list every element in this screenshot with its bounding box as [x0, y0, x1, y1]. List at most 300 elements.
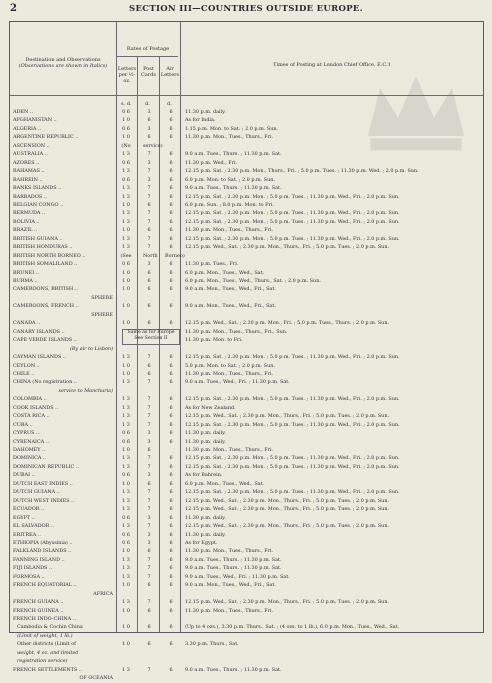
table-row: [10, 395, 485, 404]
cell-a: 6: [169, 480, 173, 487]
cell-p: 6: [147, 607, 151, 614]
cell-t: 9.0 a.m. Tues., Thurs. ; 11.30 p.m. Sat.: [185, 666, 282, 673]
cell-a: 6: [169, 303, 173, 310]
cell-l: 1 3: [122, 404, 130, 411]
cell-p: 7: [147, 168, 151, 175]
cell-a: 6: [169, 489, 173, 496]
cell-a: 6: [169, 159, 173, 166]
cell-a: 6: [169, 396, 173, 403]
cell-a: 6: [169, 176, 173, 183]
cell-t: 12.15 p.m. Sat. ; 2.30 p.m. Mon. ; 5.0 p.m. Tues. ; 11.30 p.m. Wed., Fri. ; 2.0 p.m. Sun.: [185, 218, 400, 225]
cell-l: 1 0: [122, 624, 130, 631]
cell-l: 0 6: [122, 531, 130, 538]
cell-t: 9.0 a.m. Mon., Tues., Wed., Fri., Sat.: [185, 582, 276, 589]
cell-name: BRITISH GUIANA ..: [13, 235, 63, 242]
cell-a: 6: [169, 244, 173, 251]
cell-l: 1 0: [122, 582, 130, 589]
cell-a: 6: [169, 463, 173, 470]
cell-name: FORMOSA ..: [13, 573, 45, 580]
cell-t: 11.30 p.m. Mon., Tues., Thurs., Fri.: [185, 447, 274, 453]
cell-name: BARBADOS ..: [13, 193, 47, 200]
table-row: [10, 581, 485, 590]
cell-l: 1 0: [122, 641, 130, 648]
table-row: [10, 142, 485, 151]
table-row: [10, 429, 485, 438]
cell-l: 0 6: [122, 261, 130, 268]
cell-t: 12.15 p.m. Sat. ; 2.30 p.m. Mon. ; 5.0 p.m. Tues. ; 11.30 p.m. Wed., Fri. ; 2.0 p.m. Sun.: [185, 463, 400, 470]
table-row: [10, 598, 485, 607]
table-row: [10, 488, 485, 497]
table-row: [10, 108, 485, 117]
cell-p: 3: [147, 125, 151, 132]
cell-t: 11.30 p.m. daily.: [185, 514, 226, 521]
cell-name: CAMEROONS, BRITISH ..: [13, 286, 78, 293]
cell-a: 6: [169, 379, 173, 386]
cell-name: OF OCEANIA: [79, 675, 113, 682]
cell-p: 3: [147, 531, 151, 538]
cell-l: 1 0: [122, 303, 130, 310]
cell-t: 12.15 p.m. Wed., Sat. ; 2.30 p.m. Mon., Thurs., Fri. ; 5.0 p.m. Tues. ; 2.0 p.m. Sun.: [185, 599, 390, 606]
table-row: [10, 522, 485, 531]
cell-p: 3: [147, 430, 151, 437]
cell-t: 12.15 p.m. Sat. ; 2.30 p.m. Mon., Thurs., Fri. ; 5.0 p.m. Tues. ; 11.30 p.m. Wed. ; 2.0 p.m. Sun.: [185, 168, 419, 175]
cell-l: 1 0: [122, 134, 130, 141]
cell-name: AFGHANISTAN ..: [13, 117, 57, 124]
cell-t: 12.15 p.m. Wed., Sat. ; 2.30 p.m. Mon., Thurs., Fri. ; 5.0 p.m. Tues. ; 2.0 p.m. Sun.: [185, 244, 390, 251]
cell-name: BANKS ISLANDS ..: [13, 185, 62, 192]
cell-name: AFRICA: [93, 590, 113, 597]
header-times: Times of Posting at London Chief Office, E.C.1: [273, 62, 391, 68]
table-row: [10, 125, 485, 134]
cell-name: FRENCH GUIANA ..: [13, 599, 64, 606]
cell-p: 7: [147, 506, 151, 513]
cell-name: BRAZIL ..: [13, 227, 38, 234]
cell-name: BURMA ..: [13, 278, 38, 284]
cell-a: 6: [169, 193, 173, 200]
cell-l: 1 3: [122, 193, 130, 200]
cell-l: 0 6: [122, 430, 130, 437]
cell-a: 6: [169, 556, 173, 563]
cell-t: 5.0 p.m. Mon. to Sat. ; 2.0 p.m. Sun.: [185, 362, 275, 369]
table-row: [10, 294, 485, 303]
cell-name: BAHREIN ..: [13, 176, 43, 183]
cell-l: 1 3: [122, 151, 130, 158]
cell-l: 1 3: [122, 354, 130, 361]
cell-a: 6: [169, 506, 173, 513]
cell-name: DOMINICAN REPUBLIC ..: [13, 463, 79, 470]
cell-name: ADEN ..: [13, 109, 33, 115]
cell-name: DAHOMEY ..: [13, 447, 46, 453]
cell-p: 7: [147, 218, 151, 225]
cell-l: (See: [120, 252, 132, 259]
cell-name: DUTCH EAST INDIES ..: [13, 480, 73, 487]
cell-p: 6: [147, 320, 151, 327]
cell-t: 6.0 p.m. Mon. to Sat. ; 2.0 p.m. Sun.: [185, 176, 275, 183]
cell-name: SPHERE: [91, 311, 113, 318]
cell-t: 9.0 a.m. Mon., Tues., Wed., Fri., Sat.: [185, 303, 276, 310]
cell-t: 11.30 p.m. Mon. to Fri.: [185, 337, 243, 344]
cell-t: 11.30 p.m. Mon., Tues., Thurs., Fri., Sun.: [185, 328, 288, 335]
cell-a: 6: [169, 269, 173, 276]
table-row: [10, 116, 485, 125]
cell-name: BRUNEI ..: [13, 269, 39, 276]
cell-name: CUBA ..: [13, 421, 33, 428]
table-row: [10, 176, 485, 185]
cell-t: 3.30 p.m. Thurs., Sat.: [185, 641, 239, 648]
cell-name: CHILE ..: [13, 370, 35, 377]
cell-t: 1.15 p.m. Mon. to Sat. ; 2.0 p.m. Sun.: [185, 125, 279, 132]
table-row: [10, 243, 485, 252]
cell-l: 1 3: [122, 218, 130, 225]
cell-t: 9.0 a.m. Tues., Wed., Fri. ; 11.30 p.m. Sat.: [185, 573, 290, 580]
cell-t: 12.15 p.m. Sat. ; 2.30 p.m. Mon. ; 5.0 p.m. Tues. ; 11.30 p.m. Wed., Fri. ; 2.0 p.m. Sun.: [185, 235, 400, 242]
cell-a: Borneo): [165, 252, 185, 259]
cell-l: 1 3: [122, 489, 130, 496]
cell-a: 6: [169, 582, 173, 589]
cell-p: 6: [147, 134, 151, 141]
cell-name: BRITISH SOMALILAND ..: [13, 261, 78, 268]
cell-p: 7: [147, 497, 151, 504]
cell-t: 9.0 a.m. Tues., Thurs. ; 11.30 p.m. Sat.: [185, 556, 282, 563]
cell-t: 12.15 p.m. Sat. ; 2.30 p.m. Mon. ; 5.0 p.m. Tues. ; 11.30 p.m. Wed., Fri. ; 2.0 p.m. Sun.: [185, 210, 400, 217]
header-post-cards: Post Cards: [141, 66, 156, 78]
same-as-europe-line: See Section II: [134, 336, 168, 342]
cell-t: (Up to 4 ozs.), 3.30 p.m. Thurs., Sat. ; (4 ozs. to 1 lb.), 6.0 p.m. Mon., Tues., Wed., Sat.: [185, 624, 400, 631]
table-row: [10, 218, 485, 227]
cell-t: 12.15 p.m. Sat. ; 2.30 p.m. Mon. ; 5.0 p.m. Tues. ; 11.30 p.m. Wed., Fri. ; 2.0 p.m. Sun.: [185, 489, 400, 496]
section-title: SECTION III—COUNTRIES OUTSIDE EUROPE.: [129, 4, 363, 14]
table-row: [10, 539, 485, 548]
cell-p: 6: [147, 201, 151, 208]
cell-name: weight, 4 oz. and limited: [17, 649, 79, 656]
cell-l: 1 3: [122, 413, 130, 420]
cell-l: 1 0: [122, 201, 130, 208]
table-row: [10, 640, 485, 649]
cell-name: ARGENTINE REPUBLIC ..: [13, 134, 79, 141]
cell-t: As for New Zealand.: [185, 404, 236, 411]
cell-t: 12.15 p.m. Wed., Sat. ; 2.30 p.m. Mon., Fri. ; 5.0 p.m. Tues., Thurs. ; 2.0 p.m. Sun.: [185, 320, 390, 327]
cell-l: 1 0: [122, 278, 130, 284]
cell-name: DOMINICA ..: [13, 455, 47, 462]
cell-name: CAYMAN ISLANDS ..: [13, 354, 66, 361]
cell-l: 1 3: [122, 599, 130, 606]
table-row: [10, 446, 485, 455]
cell-l: 1 0: [122, 227, 130, 234]
cell-p: 6: [147, 303, 151, 310]
cell-a: 6: [169, 286, 173, 293]
table-row: [10, 615, 485, 624]
cell-a: 6: [169, 404, 173, 411]
cell-l: 1 3: [122, 565, 130, 572]
cell-a: 6: [169, 134, 173, 141]
cell-p: 6: [147, 227, 151, 234]
cell-t: 12.15 p.m. Sat. ; 2.30 p.m. Mon. ; 5.0 p.m. Tues. ; 11.30 p.m. Wed., Fri. ; 2.0 p.m. Sun.: [185, 193, 400, 200]
table-row: [10, 547, 485, 556]
unit-air-letters: d.: [167, 101, 172, 107]
table-row: [10, 421, 485, 430]
cell-l: 1 0: [122, 117, 130, 124]
table-row: [10, 623, 485, 632]
cell-name: DUBAI ..: [13, 472, 35, 479]
cell-name: (Limit of weight, 1 lb.): [17, 632, 73, 639]
cell-l: 1 0: [122, 447, 130, 453]
cell-p: 7: [147, 599, 151, 606]
cell-name: AZORES ..: [13, 159, 40, 166]
cell-p: 7: [147, 396, 151, 403]
cell-l: 0 6: [122, 125, 130, 132]
cell-t: 12.15 p.m. Sat. ; 2.30 p.m. Mon. ; 5.0 p.m. Tues. ; 11.30 p.m. Wed., Fri. ; 2.0 p.m. Sun.: [185, 455, 400, 462]
cell-a: 6: [169, 168, 173, 175]
cell-t: 12.15 p.m. Sat. ; 2.30 p.m. Mon. ; 5.0 p.m. Tues. ; 11.30 p.m. Wed., Fri. ; 2.0 p.m. Sun.: [185, 396, 400, 403]
cell-l: 1 3: [122, 185, 130, 192]
cell-a: 6: [169, 455, 173, 462]
cell-a: 6: [169, 362, 173, 369]
cell-name: EGYPT ..: [13, 514, 35, 521]
cell-p: 6: [147, 548, 151, 555]
cell-a: 6: [169, 624, 173, 631]
table-row: [10, 133, 485, 142]
cell-name: CHINA (No registration ..: [13, 379, 77, 386]
cell-a: 6: [169, 354, 173, 361]
cell-l: 0 6: [122, 159, 130, 166]
table-row: [10, 184, 485, 193]
cell-a: 6: [169, 421, 173, 428]
table-row: [10, 362, 485, 371]
table-row: [10, 632, 485, 641]
cell-a: 6: [169, 472, 173, 479]
same-as-europe-line: Same as for Europe: [127, 329, 175, 335]
cell-t: 11.30 p.m. Tues., Fri.: [185, 261, 239, 268]
cell-a: 6: [169, 514, 173, 521]
cell-p: 7: [147, 421, 151, 428]
cell-name: CYRENAICA ..: [13, 438, 49, 445]
cell-p: 7: [147, 413, 151, 420]
cell-a: 6: [169, 201, 173, 208]
table-row: [10, 260, 485, 269]
cell-l: 1 3: [122, 556, 130, 563]
header-destination-note: (Observations are shown in Italics): [18, 63, 108, 69]
table-row: [10, 657, 485, 666]
cell-t: 12.15 p.m. Wed., Sat. ; 2.30 p.m. Mon., Thurs., Fri. ; 5.0 p.m. Tues. ; 2.0 p.m. Sun.: [185, 497, 390, 504]
cell-p: 7: [147, 235, 151, 242]
cell-p: 6: [147, 624, 151, 631]
cell-l: 1 0: [122, 362, 130, 369]
header-destination-label: Destination and Observations: [25, 57, 101, 63]
cell-a: 6: [169, 261, 173, 268]
cell-p: 6: [147, 641, 151, 648]
cell-l: 1 3: [122, 497, 130, 504]
unit-post-cards: d.: [145, 101, 150, 107]
table-row: [10, 607, 485, 616]
cell-p: 3: [147, 438, 151, 445]
cell-p: 7: [147, 565, 151, 572]
table-row: [10, 201, 485, 210]
cell-l: 1 3: [122, 396, 130, 403]
table-row: [10, 193, 485, 202]
table-row: [10, 573, 485, 582]
table-row: [10, 311, 485, 320]
table-row: [10, 471, 485, 480]
cell-t: 6.0 p.m. Mon., Tues., Wed., Sat.: [185, 269, 265, 276]
cell-a: 6: [169, 641, 173, 648]
cell-l: 1 3: [122, 235, 130, 242]
cell-l: 1 3: [122, 455, 130, 462]
cell-p: 6: [147, 286, 151, 293]
cell-name: BAHAMAS ..: [13, 168, 45, 175]
cell-l: 1 3: [122, 210, 130, 217]
table-row: [10, 412, 485, 421]
cell-name: CAPE VERDE ISLANDS ..: [13, 337, 77, 344]
cell-a: 6: [169, 438, 173, 445]
cell-t: 6.0 p.m. Sun. ; 8.0 p.m. Mon. to Fri.: [185, 201, 275, 208]
cell-name: CANADA ..: [13, 320, 41, 327]
cell-name: (By air to Lisbon): [69, 345, 113, 352]
cell-a: 6: [169, 531, 173, 538]
cell-p: 7: [147, 573, 151, 580]
cell-a: 6: [169, 370, 173, 377]
cell-t: 11.30 p.m. daily.: [185, 531, 226, 538]
cell-l: 1 0: [122, 548, 130, 555]
cell-t: 11.30 p.m. Mon., Tues., Thurs., Fri.: [185, 607, 274, 614]
cell-p: 3: [147, 261, 151, 268]
table-row: [10, 252, 485, 261]
cell-l: 1 0: [122, 607, 130, 614]
header-air-letters: Air Letters: [160, 66, 180, 78]
cell-p: 7: [147, 463, 151, 470]
cell-t: 11.30 p.m. daily.: [185, 438, 226, 445]
cell-l: 1 3: [122, 244, 130, 251]
cell-name: COSTA RICA ..: [13, 413, 50, 420]
cell-t: As for Bahrein.: [185, 472, 223, 479]
table-row: [10, 404, 485, 413]
table-row: [10, 463, 485, 472]
cell-l: 0 6: [122, 514, 130, 521]
table-row: [10, 531, 485, 540]
table-row: [10, 150, 485, 159]
cell-p: 3: [147, 472, 151, 479]
cell-name: ERITREA ..: [13, 531, 41, 538]
cell-name: ECUADOR ..: [13, 506, 45, 513]
table-row: [10, 590, 485, 599]
cell-p: service): [143, 142, 163, 149]
cell-l: 0 6: [122, 109, 130, 115]
same-as-europe-note: [122, 329, 180, 345]
cell-p: 6: [147, 117, 151, 124]
table-row: [10, 336, 485, 345]
cell-name: BELGIAN CONGO ..: [13, 201, 64, 208]
cell-t: 9.0 a.m. Tues., Thurs. ; 11.30 p.m. Sat.: [185, 565, 282, 572]
cell-a: 6: [169, 497, 173, 504]
cell-name: AUSTRALIA ..: [13, 151, 48, 158]
cell-a: 6: [169, 607, 173, 614]
cell-p: 3: [147, 109, 151, 115]
table-row: [10, 319, 485, 328]
table-row: [10, 497, 485, 506]
cell-l: (No: [121, 142, 131, 149]
cell-p: 6: [147, 362, 151, 369]
cell-l: 1 3: [122, 421, 130, 428]
cell-a: 6: [169, 151, 173, 158]
cell-a: 6: [169, 117, 173, 124]
cell-p: 3: [147, 514, 151, 521]
cell-a: 6: [169, 227, 173, 234]
cell-p: North: [143, 252, 158, 259]
cell-t: 11.30 p.m. Mon., Tues., Thurs., Fri.: [185, 548, 274, 555]
header-destination: [12, 57, 114, 69]
cell-name: SPHERE: [91, 294, 113, 301]
cell-name: BRITISH HONDURAS ..: [13, 244, 73, 251]
cell-name: FIJI ISLANDS ..: [13, 565, 53, 572]
cell-p: 6: [147, 278, 151, 284]
cell-name: ASCENSION ..: [13, 142, 50, 149]
cell-a: 6: [169, 210, 173, 217]
header-rule: [10, 95, 483, 96]
cell-l: 1 0: [122, 480, 130, 487]
cell-t: 11.30 p.m. daily.: [185, 430, 226, 437]
cell-l: 1 3: [122, 666, 130, 673]
cell-t: 11.30 p.m. Wed., Fri.: [185, 159, 238, 166]
table-row: [10, 480, 485, 489]
table-row: [10, 277, 485, 286]
table-row: [10, 353, 485, 362]
cell-p: 7: [147, 666, 151, 673]
cell-a: 6: [169, 235, 173, 242]
header-rates: Rates of Postage: [126, 46, 170, 52]
cell-a: 6: [169, 185, 173, 192]
cell-a: 6: [169, 523, 173, 530]
cell-name: BOLIVIA ..: [13, 218, 40, 225]
cell-a: 6: [169, 666, 173, 673]
cell-t: 9.0 a.m. Tues., Thurs. ; 11.30 p.m. Sat.: [185, 151, 282, 158]
table-row: [10, 235, 485, 244]
cell-a: 6: [169, 548, 173, 555]
table-row: [10, 387, 485, 396]
unit-letters: s. d.: [121, 101, 132, 107]
cell-name: CANARY ISLANDS ..: [13, 328, 65, 335]
cell-t: 6.0 p.m. Mon., Tues., Wed., Sat.: [185, 480, 265, 487]
cell-t: As for India.: [185, 117, 216, 124]
header-rule: [116, 56, 178, 57]
cell-name: FANNING ISLAND ..: [13, 556, 65, 563]
table-row: [10, 226, 485, 235]
cell-p: 6: [147, 370, 151, 377]
cell-p: 7: [147, 556, 151, 563]
table-row: [10, 649, 485, 658]
rates-table: [9, 21, 484, 682]
cell-name: BRITISH NORTH BORNEO ..: [13, 252, 86, 259]
cell-name: BERMUDA ..: [13, 210, 46, 217]
cell-name: FRENCH SETTLEMENTS ..: [13, 666, 82, 673]
cell-l: 0 6: [122, 176, 130, 183]
header-letters: Letters per ½-oz.: [117, 66, 137, 84]
cell-p: 7: [147, 244, 151, 251]
cell-a: 6: [169, 218, 173, 225]
table-row: [10, 345, 485, 354]
cell-l: 1 3: [122, 523, 130, 530]
cell-name: ETHIOPIA (Abyssinia) ..: [13, 539, 73, 546]
cell-p: 7: [147, 455, 151, 462]
page-number: 2: [10, 3, 17, 14]
table-row: [10, 167, 485, 176]
cell-p: 3: [147, 539, 151, 546]
cell-name: FALKLAND ISLANDS ..: [13, 548, 72, 555]
cell-p: 7: [147, 193, 151, 200]
table-row: [10, 438, 485, 447]
cell-name: DUTCH GUIANA ..: [13, 489, 60, 496]
table-row: [10, 378, 485, 387]
cell-a: 6: [169, 109, 173, 115]
cell-t: 12.15 p.m. Wed., Sat. ; 2.30 p.m. Mon., Thurs., Fri. ; 5.0 p.m. Tues. ; 2.0 p.m. Sun.: [185, 523, 390, 530]
